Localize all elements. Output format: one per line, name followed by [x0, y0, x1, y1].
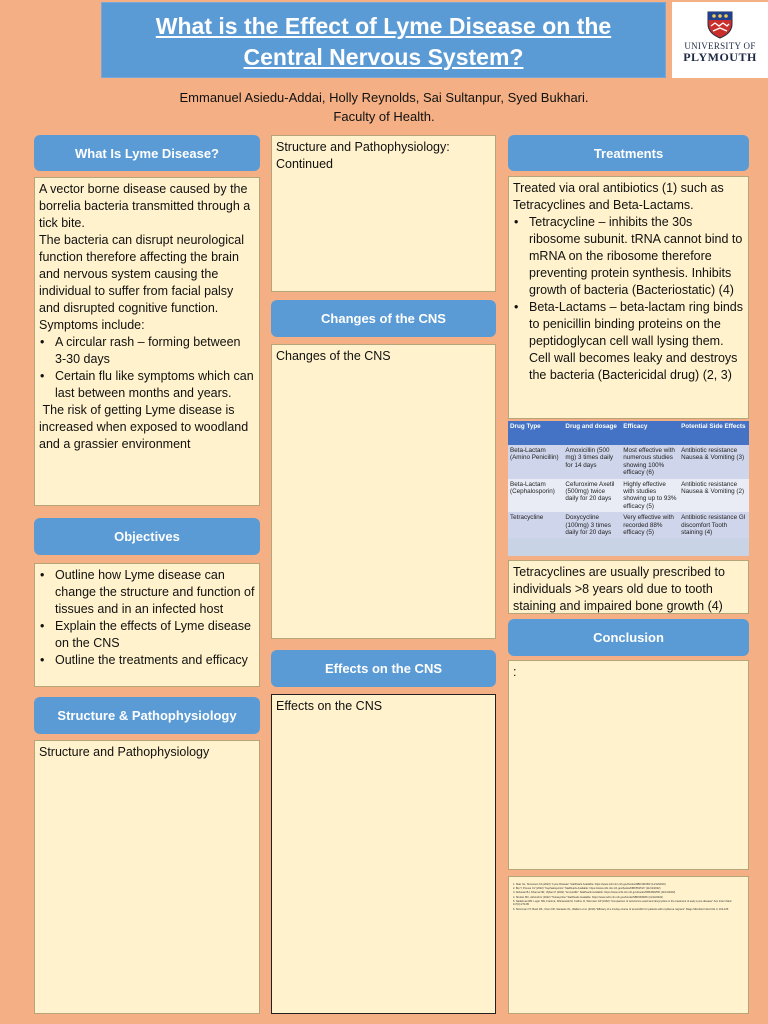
title-line-1: What is the Effect of Lyme Disease on the — [155, 13, 612, 39]
table-header-cell: Drug and dosage — [563, 421, 621, 445]
reference-item: 4. Shutter MC, Akhondi H (2022) "Tetracycline" StatPearls Available: https://www.ncbi.nlm.nih.gov/books/NBK549905/ (11/12/2022) — [513, 895, 663, 899]
treatments-header: Treatments — [508, 135, 749, 171]
table-cell: Very effective with recorded 88% efficacy (5) — [621, 512, 679, 538]
structure-body: Structure and Pathophysiology — [39, 745, 210, 759]
table-row — [508, 445, 749, 479]
table-cell: Tetracycline — [508, 512, 563, 538]
table-cell: Antibiotic resistance GI discomfort Tooth staining (4) — [679, 512, 749, 538]
table-cell: Beta-Lactam (Cephalosporin) — [508, 479, 563, 513]
conclusion-panel — [508, 660, 749, 870]
table-header-cell: Drug Type — [508, 421, 563, 445]
table-row — [508, 479, 749, 513]
changes-panel — [271, 344, 496, 639]
table-cell: Antibiotic resistance Nausea & Vomiting (2) — [679, 479, 749, 513]
table-cell: Most effective with numerous studies showing 100% efficacy (6) — [621, 445, 679, 479]
list-item: • Tetracycline – inhibits the 30s ribosome subunit. tRNA cannot bind to mRNA on the ribosome therefore preventing protein synthesis. Inhibits growth of bacteria (Bacteriostatic) (4) — [513, 214, 744, 299]
table-cell: Doxycycline (100mg) 3 times daily for 20 days — [563, 512, 621, 538]
logo-line-2: PLYMOUTH — [683, 50, 757, 64]
structure-continued-body: Structure and Pathophysiology: Continued — [276, 140, 450, 171]
symptoms-label: Symptoms include: — [39, 318, 145, 332]
table-row — [508, 512, 749, 538]
drug-table-wrapper — [508, 421, 749, 556]
references-panel — [508, 876, 749, 1014]
list-item: • Outline how Lyme disease can change the structure and function of tissues and in an infected host — [39, 567, 255, 618]
lyme-panel — [34, 177, 260, 506]
structure-continued-panel — [271, 135, 496, 292]
treatments-panel — [508, 176, 749, 419]
structure-panel — [34, 740, 260, 1014]
effects-body: Effects on the CNS — [276, 699, 383, 713]
university-logo — [672, 2, 768, 78]
table-cell: Cefuroxime Axetil (500mg) twice daily for 20 days — [563, 479, 621, 513]
table-header-cell: Efficacy — [621, 421, 679, 445]
author-names: Emmanuel Asiedu-Addai, Holly Reynolds, Sai Sultanpur, Syed Bukhari. — [179, 90, 589, 105]
objectives-panel — [34, 563, 260, 687]
list-item: • Outline the treatments and efficacy — [39, 652, 255, 669]
title-line-2: Central Nervous System? — [243, 44, 524, 70]
changes-header: Changes of the CNS — [271, 300, 496, 337]
list-item: • Explain the effects of Lyme disease on the CNS — [39, 618, 255, 652]
structure-header: Structure & Pathophysiology — [34, 697, 260, 734]
effects-header: Effects on the CNS — [271, 650, 496, 687]
university-crest-icon — [707, 11, 733, 39]
tetracycline-note-panel — [508, 560, 749, 614]
reference-item: 5. Nadelman RB, Luger SW, Frank E, Wisniewski M, Collins JJ, Wormser GP (1992) "Comparison of cefuroxime axetil and doxycycline in the treatment of early Lyme disease" Ann Intern Med 117(4):273-80 — [513, 899, 732, 907]
reference-item: 3. Akhavan BJ, Khanna NR, Vijhani P (2022) "Amoxicillin" StatPearls Available: https://www.ncbi.nlm.nih.gov/books/NBK482250/ (11/12/2022) — [513, 891, 676, 895]
reference-item: 1. Skar GL, Simonsen KA (2022) "Lyme Disease" StatPearls Available: https://www.ncbi.nlm.nih.gov/books/NBK431066/ (11/12/2022) — [513, 883, 666, 886]
conclusion-body: : — [513, 665, 517, 679]
effects-panel — [271, 694, 496, 1014]
lyme-intro: A vector borne disease caused by the borrelia bacteria transmitted through a tick bite. — [39, 182, 251, 230]
objectives-header: Objectives — [34, 518, 260, 555]
logo-line-1: UNIVERSITY OF — [684, 41, 756, 51]
objectives-list — [39, 567, 255, 669]
lyme-para2: The bacteria can disrupt neurological function therefore affecting the brain and nervous system causing the individual to suffer from facial palsy and disrupted cognitive function. — [39, 233, 244, 315]
list-item: • A circular rash – forming between 3-30 days — [39, 334, 255, 368]
reference-item: 2. Bui T, Preuss CV (2022) "Cephalosporins" StatPearls Available: https://www.ncbi.nlm.nih.gov/books/NBK551517/ (11/12/2022) — [513, 887, 661, 891]
table-cell: Amoxicillin (500 mg) 3 times daily for 14 days — [563, 445, 621, 479]
conclusion-header: Conclusion — [508, 619, 749, 656]
poster-title — [101, 2, 666, 78]
list-item: • Beta-Lactams – beta-lactam ring binds to penicillin binding proteins on the peptidoglycan cell wall lysing them. Cell wall becomes leaky and destroys the bacteria (Bactericidal drug) (2, 3) — [513, 299, 744, 384]
treatments-intro: Treated via oral antibiotics (1) such as Tetracyclines and Beta-Lactams. — [513, 181, 724, 212]
tetracycline-note: Tetracyclines are usually prescribed to individuals >8 years old due to tooth staining and impaired bone growth (4) — [513, 565, 725, 613]
changes-body: Changes of the CNS — [276, 349, 391, 363]
drug-table — [508, 421, 749, 538]
symptoms-list — [39, 334, 255, 402]
table-header-cell: Potential Side Effects — [679, 421, 749, 445]
faculty-name: Faculty of Health. — [333, 109, 435, 124]
table-cell: Beta-Lactam (Amino Penicillin) — [508, 445, 563, 479]
lyme-risk: The risk of getting Lyme disease is increased when exposed to woodland and a grassier environment — [39, 403, 252, 451]
reference-item: 6. Stinnman OT, Bush WL, Chen KR, Sanaeko OL, Walters et al. (2019) "Efficacy of a 14-day course of amoxicillin for patients with erythema migrans" Diagn Microbiol Infect Dis 3, 102-106 — [513, 907, 729, 911]
list-item: • Certain flu like symptoms which can last between months and years. — [39, 368, 255, 402]
table-cell: Highly effective with studies showing up to 93% efficacy (5) — [621, 479, 679, 513]
table-cell: Antibiotic resistance Nausea & Vomiting (3) — [679, 445, 749, 479]
lyme-header: What Is Lyme Disease? — [34, 135, 260, 171]
authors-block — [100, 88, 668, 126]
treatments-list — [513, 214, 744, 384]
